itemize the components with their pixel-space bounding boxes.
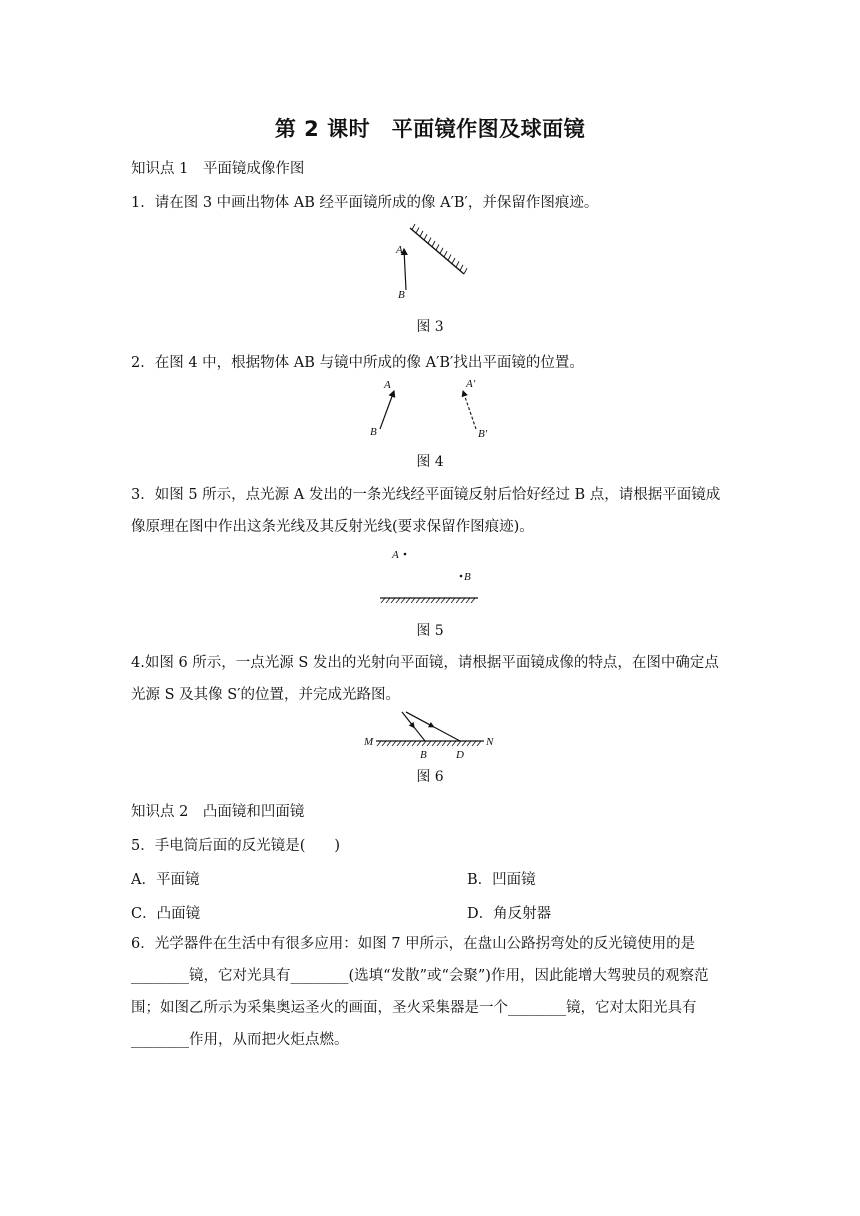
figure-6-caption: 图 6 xyxy=(416,769,444,785)
figure-4 xyxy=(366,375,496,441)
mirror-hatching xyxy=(377,741,481,746)
label-b: B xyxy=(420,749,427,761)
object-arrow-ab xyxy=(404,249,406,290)
point-b xyxy=(460,575,463,578)
label-a: A xyxy=(392,549,399,561)
label-a-prime: A′ xyxy=(466,378,476,390)
question-5-text: 5．手电筒后面的反光镜是( ) xyxy=(131,838,341,854)
label-b: B xyxy=(464,571,471,583)
figure-5 xyxy=(378,544,480,606)
mirror-hatching xyxy=(381,598,475,603)
figure-3-caption: 图 3 xyxy=(416,319,444,335)
section-heading-2: 知识点 2 凸面镜和凹面镜 xyxy=(131,804,305,820)
object-arrow-ab xyxy=(380,391,394,429)
label-a: A xyxy=(384,379,391,391)
image-arrow-a2b2 xyxy=(463,391,476,429)
label-a: A xyxy=(396,244,403,256)
mirror-line xyxy=(410,228,464,274)
option-b[interactable]: B．凹面镜 xyxy=(467,872,536,888)
option-a[interactable]: A．平面镜 xyxy=(131,872,200,888)
question-1-text: 1．请在图 3 中画出物体 AB 经平面镜所成的像 A′B′，并保留作图痕迹。 xyxy=(131,195,599,211)
question-6-text: 6．光学器件在生活中有很多应用：如图 7 甲所示，在盘山公路拐弯处的反光镜使用的是________镜，它对光具有________(选填“发散”或“会聚”)作用，因此能增大驾驶员的观察范围；如图乙所示为采集奥运圣火的画面，圣火采集器是一个________镜，它对太阳光具有________作用，从而把火炬点燃。 xyxy=(131,936,709,1048)
figure-6 xyxy=(362,708,502,764)
question-3-text: 3．如图 5 所示，点光源 A 发出的一条光线经平面镜反射后恰好经过 B 点，请根据平面镜成像原理在图中作出这条光线及其反射光线(要求保留作图痕迹)。 xyxy=(131,487,721,535)
option-c[interactable]: C．凸面镜 xyxy=(131,906,201,922)
label-m: M xyxy=(364,736,374,748)
label-b-prime: B′ xyxy=(478,428,488,440)
page-title: 第 2 课时 平面镜作图及球面镜 xyxy=(274,117,586,141)
question-4-text: 4.如图 6 所示，一点光源 S 发出的光射向平面镜，请根据平面镜成像的特点，在图中确定点光源 S 及其像 S′的位置，并完成光路图。 xyxy=(131,655,719,703)
mirror-hatching xyxy=(412,224,467,274)
label-n: N xyxy=(486,736,494,748)
label-b: B xyxy=(398,289,405,300)
figure-4-caption: 图 4 xyxy=(416,454,444,470)
question-2-text: 2．在图 4 中，根据物体 AB 与镜中所成的像 A′B′找出平面镜的位置。 xyxy=(131,355,584,371)
label-b: B xyxy=(370,426,377,438)
label-d: D xyxy=(456,749,464,761)
point-a xyxy=(404,553,407,556)
section-heading-1: 知识点 1 平面镜成像作图 xyxy=(131,161,305,177)
figure-5-caption: 图 5 xyxy=(416,623,444,639)
option-d[interactable]: D．角反射器 xyxy=(467,906,552,922)
figure-3 xyxy=(390,222,470,300)
